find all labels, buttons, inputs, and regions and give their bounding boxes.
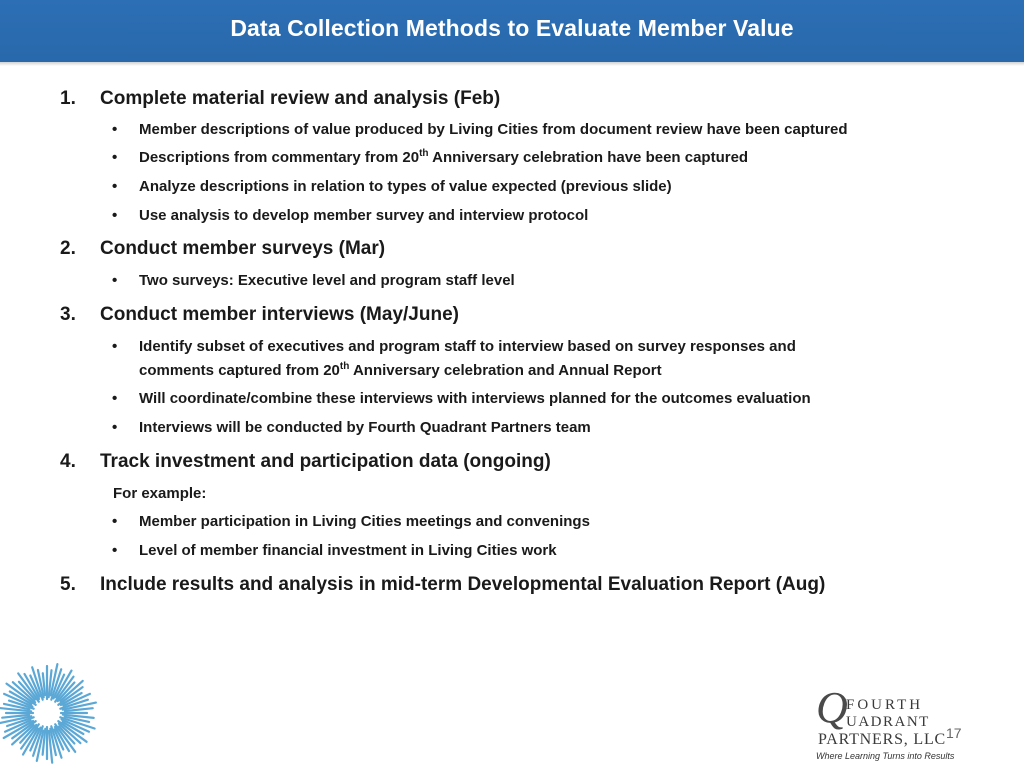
bullet-text: Analyze descriptions in relation to types of value expected (previous slide) [139,178,672,195]
bullet-marker: • [112,272,118,289]
bullet-marker: • [112,149,118,166]
page-number: 17 [946,725,962,741]
item-number: 4. [60,451,76,472]
bullet-marker: • [112,513,118,530]
logo-line-1: FOURTH [846,697,924,713]
logo-line-2: UADRANT [846,714,930,730]
bullet-marker: • [112,390,118,407]
bullet-text-continued: comments captured from 20th Anniversary celebration and Annual Report [139,361,662,379]
bullet-text: Will coordinate/combine these interviews with interviews planned for the outcomes evaluation [139,390,811,407]
item-number: 5. [60,574,76,595]
bullet-marker: • [112,178,118,195]
bullet-text: Two surveys: Executive level and program staff level [139,272,515,289]
logo-tagline: Where Learning Turns into Results [816,751,955,761]
slide-title: Data Collection Methods to Evaluate Member Value [230,15,794,41]
bullet-text: Identify subset of executives and program staff to interview based on survey responses and [139,338,796,355]
logo-line-3: PARTNERS, LLC [818,731,946,748]
bullet-text: Interviews will be conducted by Fourth Quadrant Partners team [139,419,591,436]
logo-q: Q [816,683,848,732]
item-number: 2. [60,238,76,259]
bullet-text: Member descriptions of value produced by Living Cities from document review have been captured [139,121,848,138]
item-number: 1. [60,88,76,109]
item-heading: Include results and analysis in mid-term Developmental Evaluation Report (Aug) [100,574,826,595]
bullet-marker: • [112,419,118,436]
item-number: 3. [60,304,76,325]
bullet-text: Descriptions from commentary from 20th Anniversary celebration have been captured [139,148,749,166]
bullet-marker: • [112,338,118,355]
item-heading: Complete material review and analysis (Feb) [100,88,501,109]
bullet-text: Use analysis to develop member survey and interview protocol [139,207,589,224]
bullet-marker: • [112,542,118,559]
bullet-text: Level of member financial investment in Living Cities work [139,542,557,559]
item-heading: Conduct member surveys (Mar) [100,238,386,259]
bullet-marker: • [112,121,118,138]
item-heading: Track investment and participation data (ongoing) [100,451,551,472]
bullet-text: Member participation in Living Cities meetings and convenings [139,513,590,530]
sunburst-logo [0,662,104,768]
bullet-marker: • [112,207,118,224]
item-heading: Conduct member interviews (May/June) [100,304,459,325]
item-subtext: For example: [113,485,207,502]
title-bar [0,0,1024,62]
